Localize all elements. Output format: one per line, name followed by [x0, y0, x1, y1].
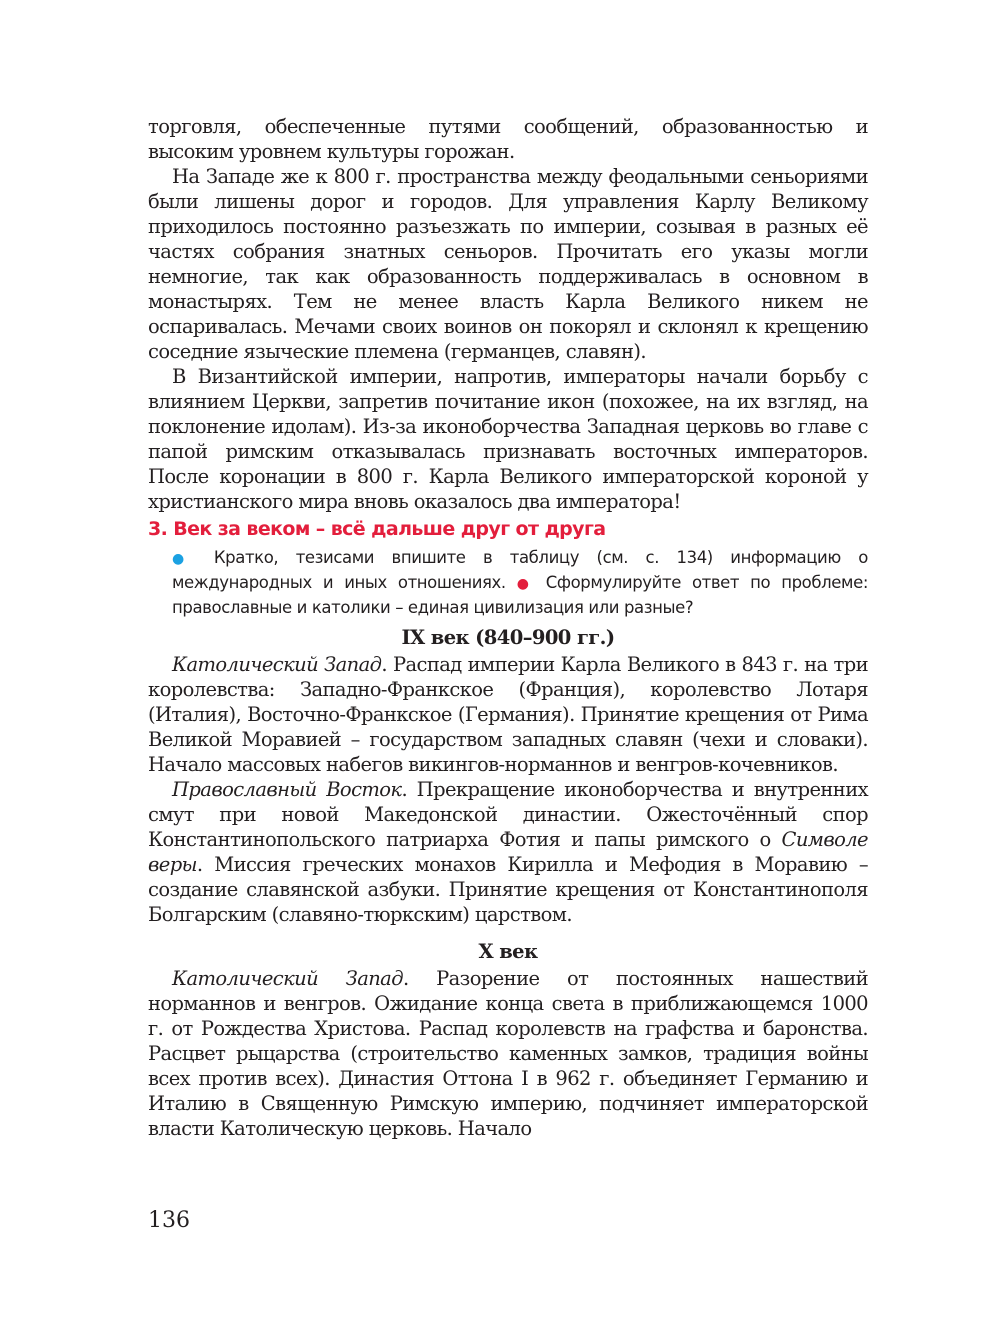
paragraph-continuation: торговля, обеспеченные путями сообщений, образованностью и высоким уровнем культуры горожан. — [148, 115, 868, 163]
west-label: Католический Запад — [172, 653, 382, 676]
century-x-west — [148, 966, 868, 1141]
page-number: 136 — [148, 1208, 190, 1233]
page-content — [148, 114, 868, 1141]
east-term: Символе веры — [148, 828, 868, 876]
century-ix-east — [148, 777, 868, 927]
blue-bullet-icon: ● — [172, 551, 197, 567]
century-ix-west — [148, 652, 868, 777]
west-text: . Распад империи Карла Великого в 843 г. на три королевства: Западно-Франкское (Франция), королевство Лотаря (Италия), Восточно-Франкское (Германия). Принятие крещения от Рима Великой Моравией – государством западных славян (чехи и словаки). Начало массовых набегов викингов-норманнов и венгров-кочевников. — [148, 653, 868, 776]
paragraph-west-800: На Западе же к 800 г. пространства между феодальными сеньориями были лишены дорог и городов. Для управления Карлу Великому приходилось постоянно разъезжать по империи, созывая в разных её частях собрания знатных сеньоров. Прочитать его указы могли немногие, так как образованность поддерживалась в основном в монастырях. Тем не менее власть Карла Великого никем не оспаривалась. Мечами своих воинов он покорял и склонял к крещению соседние языческие племена (германцев, славян). — [148, 165, 868, 363]
century-x-title: X век — [478, 940, 538, 963]
red-bullet-icon: ● — [516, 576, 535, 592]
east-label: Православный Восток — [172, 778, 402, 801]
section-tasks — [172, 546, 868, 619]
task-2: Сформулируйте ответ по проблеме: православные и католики – единая цивилизация или разные? — [172, 573, 868, 617]
paragraph-byzantium: В Византийской империи, напротив, императоры начали борьбу с влиянием Церкви, запретив почитание икон (похожее, на их взгляд, на поклонение идолам). Из-за иконоборчества Западная церковь во главе с папой римским отказывалась признавать восточных императоров. После коронации в 800 г. Карла Великого императорской короной у христианского мира вновь оказалось два императора! — [148, 365, 868, 513]
century-ix-title: IX век (840–900 гг.) — [401, 626, 615, 649]
east-text-2: . Миссия греческих монахов Кирилла и Мефодия в Моравию – создание славянской азбуки. Принятие крещения от Константинополя Болгарским (славяно-тюркским) царством. — [148, 853, 868, 926]
section-heading: 3. Век за веком – всё дальше друг от друга — [148, 518, 606, 540]
task-1: Кратко, тезисами впишите в таблицу (см. с. 134) информацию о международных и иных отношениях. — [172, 548, 868, 592]
east-text-1: . Прекращение иконоборчества и внутренних смут при новой Македонской династии. Ожесточённый спор Константинопольского патриарха Фотия и папы римского о — [148, 778, 868, 851]
west-text: . Разорение от постоянных нашествий норманнов и венгров. Ожидание конца света в приближающемся 1000 г. от Рождества Христова. Распад королевств на графства и баронства. Расцвет рыцарства (строительство каменных замков, традиция войны всех против всех). Династия Оттона I в 962 г. объединяет Германию и Италию в Священную Римскую империю, подчиняет императорской власти Католическую церковь. Начало — [148, 967, 869, 1140]
west-label: Католический Запад — [172, 967, 403, 990]
